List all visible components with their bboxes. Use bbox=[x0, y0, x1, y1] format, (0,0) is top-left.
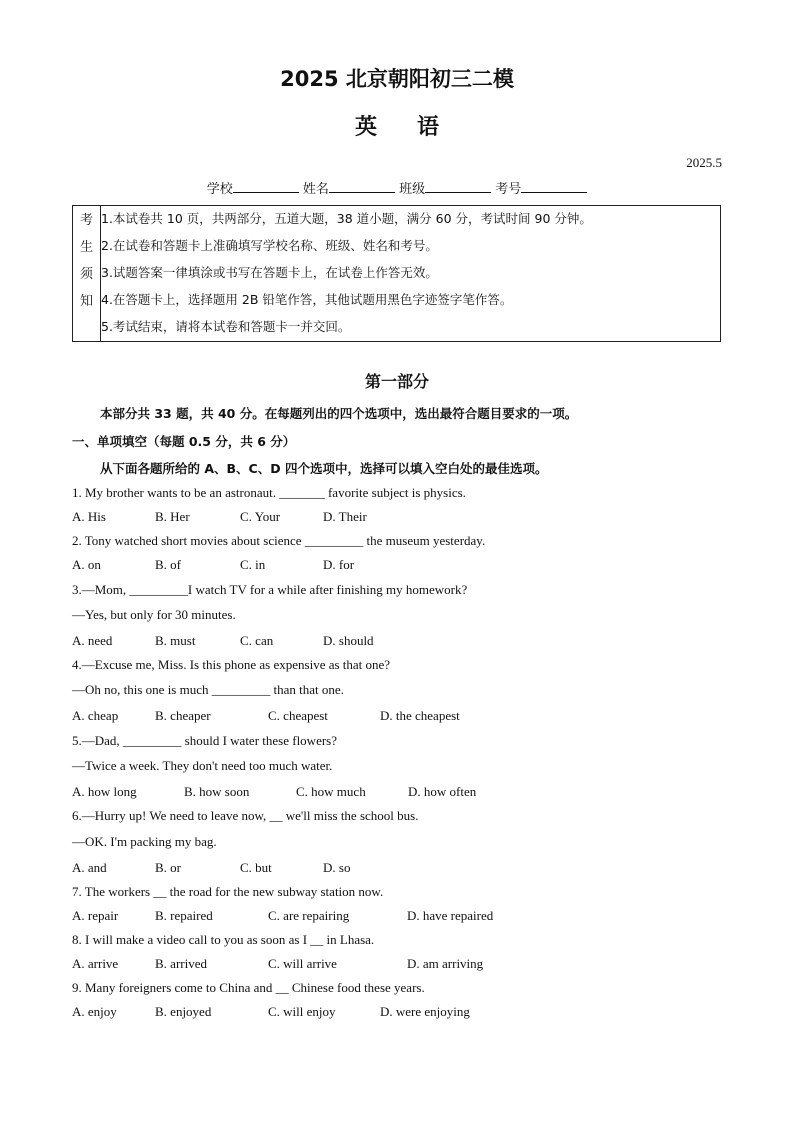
option-a: A. and bbox=[72, 860, 107, 875]
notice-item: 4.在答题卡上，选择题用 2B 铅笔作答，其他试题用黑色字迹签字笔作答。 bbox=[101, 292, 513, 307]
notice-item: 2.在试卷和答题卡上准确填写学校名称、班级、姓名和考号。 bbox=[101, 238, 438, 253]
option-c: C. will arrive bbox=[268, 956, 337, 971]
option-d: D. should bbox=[323, 633, 374, 648]
notice-item: 5.考试结束，请将本试卷和答题卡一并交回。 bbox=[101, 319, 351, 334]
option-a: A. how long bbox=[72, 784, 137, 799]
exam-no-label: 考号 bbox=[495, 182, 522, 197]
exam-title: 2025 北京朝阳初三二模 bbox=[280, 67, 514, 91]
option-b: B. cheaper bbox=[155, 708, 211, 723]
school-label: 学校 bbox=[206, 182, 233, 197]
notice-side-char: 须 bbox=[79, 267, 93, 282]
name-label: 姓名 bbox=[302, 182, 329, 197]
question-stem: 1. My brother wants to be an astronaut. _______ favorite subject is physics. bbox=[72, 485, 466, 500]
option-b: B. Her bbox=[155, 509, 190, 524]
option-c: C. how much bbox=[296, 784, 366, 799]
option-a: A. enjoy bbox=[72, 1004, 117, 1019]
option-b: B. enjoyed bbox=[155, 1004, 212, 1019]
exam-no-blank bbox=[521, 180, 587, 193]
subject-title: 英语 bbox=[354, 115, 479, 140]
notice-side-label bbox=[73, 206, 101, 341]
question-stem: 7. The workers __ the road for the new subway station now. bbox=[72, 884, 384, 899]
option-c: C. cheapest bbox=[268, 708, 328, 723]
class-blank bbox=[425, 180, 491, 193]
question-stem: 5.—Dad, _________ should I water these flowers? bbox=[72, 733, 337, 748]
option-d: D. Their bbox=[323, 509, 367, 524]
option-a: A. arrive bbox=[72, 956, 119, 971]
option-d: D. so bbox=[323, 860, 351, 875]
notice-side-char: 考 bbox=[79, 213, 93, 228]
option-d: D. were enjoying bbox=[380, 1004, 470, 1019]
option-a: A. repair bbox=[72, 908, 119, 923]
exam-date: 2025.5 bbox=[686, 155, 722, 170]
option-a: A. His bbox=[72, 509, 106, 524]
part-title: 第一部分 bbox=[364, 372, 429, 391]
question-stem: 8. I will make a video call to you as soon as I __ in Lhasa. bbox=[72, 932, 375, 947]
notice-item: 3.试题答案一律填涂或书写在答题卡上，在试卷上作答无效。 bbox=[101, 265, 438, 280]
school-blank bbox=[233, 180, 299, 193]
question-stem: 3.—Mom, _________I watch TV for a while after finishing my homework? bbox=[72, 582, 468, 597]
option-c: C. will enjoy bbox=[268, 1004, 336, 1019]
option-a: A. need bbox=[72, 633, 113, 648]
question-stem: 6.—Hurry up! We need to leave now, __ we'll miss the school bus. bbox=[72, 808, 419, 823]
option-a: A. cheap bbox=[72, 708, 119, 723]
section-instruction: 从下面各题所给的 A、B、C、D 四个选项中，选择可以填入空白处的最佳选项。 bbox=[100, 461, 548, 476]
option-b: B. repaired bbox=[155, 908, 213, 923]
dialogue-reply: —OK. I'm packing my bag. bbox=[72, 834, 217, 849]
name-blank bbox=[329, 180, 395, 193]
exam-notice-box bbox=[72, 205, 721, 342]
option-b: B. or bbox=[155, 860, 181, 875]
question-stem: 9. Many foreigners come to China and __ Chinese food these years. bbox=[72, 980, 425, 995]
class-label: 班级 bbox=[399, 182, 426, 197]
question-stem: 2. Tony watched short movies about science _________ the museum yesterday. bbox=[72, 533, 486, 548]
part-intro: 本部分共 33 题，共 40 分。在每题列出的四个选项中，选出最符合题目要求的一项。 bbox=[100, 406, 578, 421]
dialogue-reply: —Twice a week. They don't need too much water. bbox=[72, 758, 333, 773]
option-d: D. for bbox=[323, 557, 355, 572]
option-d: D. have repaired bbox=[407, 908, 494, 923]
notice-side-char: 知 bbox=[79, 294, 93, 309]
option-b: B. how soon bbox=[184, 784, 250, 799]
option-c: C. can bbox=[240, 633, 274, 648]
option-c: C. Your bbox=[240, 509, 281, 524]
question-stem: 4.—Excuse me, Miss. Is this phone as expensive as that one? bbox=[72, 657, 391, 672]
option-c: C. are repairing bbox=[268, 908, 350, 923]
option-c: C. but bbox=[240, 860, 272, 875]
dialogue-reply: —Yes, but only for 30 minutes. bbox=[72, 607, 236, 622]
option-d: D. the cheapest bbox=[380, 708, 460, 723]
option-b: B. of bbox=[155, 557, 181, 572]
notice-item: 1.本试卷共 10 页，共两部分，五道大题，38 道小题，满分 60 分，考试时间 90 分钟。 bbox=[101, 211, 592, 226]
section-heading: 一、单项填空（每题 0.5 分，共 6 分） bbox=[72, 434, 296, 449]
student-info-line bbox=[0, 178, 794, 197]
option-d: D. am arriving bbox=[407, 956, 484, 971]
option-a: A. on bbox=[72, 557, 101, 572]
option-d: D. how often bbox=[408, 784, 477, 799]
option-b: B. must bbox=[155, 633, 196, 648]
option-c: C. in bbox=[240, 557, 266, 572]
dialogue-reply: —Oh no, this one is much _________ than that one. bbox=[72, 682, 344, 697]
notice-side-char: 生 bbox=[79, 240, 93, 255]
option-b: B. arrived bbox=[155, 956, 207, 971]
